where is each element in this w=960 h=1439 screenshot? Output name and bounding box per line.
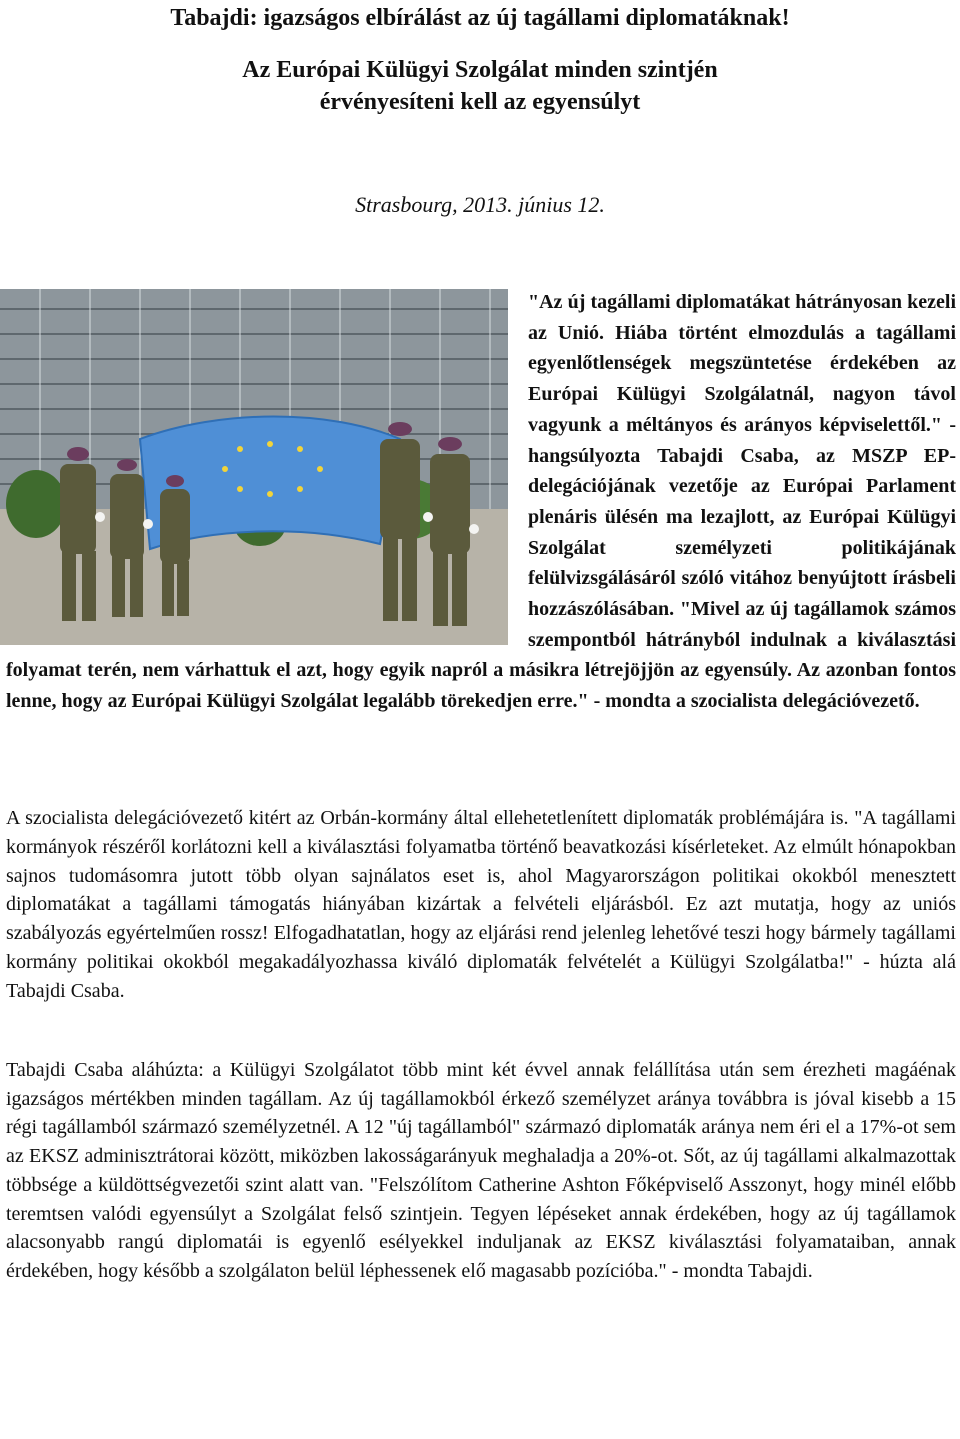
body-paragraph-3: Tabajdi Csaba aláhúzta: a Külügyi Szolgálatot több mint két évvel annak felállítása után sem érezheti magáénak igazságos mértékben minden tagállam. Az új tagállamokból érkező személyzet aránya továbbra is jóval kisebb a 15 régi tagállamból származó személyzetnél. A 12 "új tagállamból" származó diplomaták aránya nem éri el a 17%-ot sem az EKSZ adminisztrátorai között, miközben lakosságarányuk meghaladja a 20%-ot. Sőt, az új tagállami alkalmazottak többsége a küldöttségvezetői szint alatt van. "Felszólítom Catherine Ashton Főképviselő Asszonyt, hogy minél előbb teremtsen valódi egyensúlyt a Szolgálat felső szintjein. Tegyen lépéseket annak érdekében, hogy az új tagállamok alacsonyabb rangú diplomatái is egyenlő esélyekkel induljanak az EKSZ kiválasztási folyamataiban, annak érdekében, hogy később a szolgálaton belül léphessenek elő magasabb pozícióba." - mondta Tabajdi. — [6, 1059, 956, 1282]
photo-illustration — [0, 289, 508, 645]
page-subtitle — [0, 54, 960, 118]
eu-flag-soldiers-photo — [0, 289, 508, 645]
page-title: Tabajdi: igazságos elbírálást az új tagállami diplomatáknak! — [170, 5, 790, 31]
subtitle-line-1: Az Európai Külügyi Szolgálat minden szintjén — [242, 57, 718, 83]
lead-paragraph-block — [6, 287, 956, 717]
dateline: Strasbourg, 2013. június 12. — [355, 192, 605, 217]
lead-paragraph: "Az új tagállami diplomatákat hátrányosan kezeli az Unió. Hiába történt elmozdulás a tagállami egyenlőtlenségek megszüntetése érdekében az Európai Külügyi Szolgálatnál, nagyon távol vagyunk a méltányos és arányos képviselettől." - hangsúlyozta Tabajdi Csaba, az MSZP EP-delegációjának vezetője az Európai Parlament plenáris ülésén ma lezajlott, az Európai Külügyi Szolgálat személyzeti politikájának felülvizsgálásáról szóló vitához benyújtott írásbeli hozzászólásában. "Mivel az új tagállamok számos szempontból hátrányból indulnak a kiválasztási folyamat terén, nem várhattuk el azt, hogy egyik napról a másikra létrejöjjön az egyensúly. Az azonban fontos lenne, hogy az Európai Külügyi Szolgálat legalább törekedjen erre." - mondta a szocialista delegációvezető. — [6, 291, 956, 713]
body-paragraph-2: A szocialista delegációvezető kitért az Orbán-kormány által ellehetetlenített diplomaták problémájára is. "A tagállami kormányok részéről korlátozni kell a kiválasztási folyamatba történő beavatkozási kísérleteket. Az elmúlt hónapokban sajnos tudomásomra jutott több olyan sajnálatos eset is, ahol Magyarországon politikai okokból menesztett diplomatákat a tagállami támogatás hiányában kizártak a felvételi eljárásból. Ez azt mutatja, hogy az uniós szabályozás egyértelműen rossz! Elfogadhatatlan, hogy az eljárási rend jelenleg lehetővé teszi hogy bármely tagállami kormány politikai okokból megakadályozhassa kiváló diplomaták felvételét a Külügyi Szolgálatba!" - húzta alá Tabajdi Csaba. — [6, 807, 956, 1002]
subtitle-line-2: érvényesíteni kell az egyensúlyt — [319, 89, 641, 115]
